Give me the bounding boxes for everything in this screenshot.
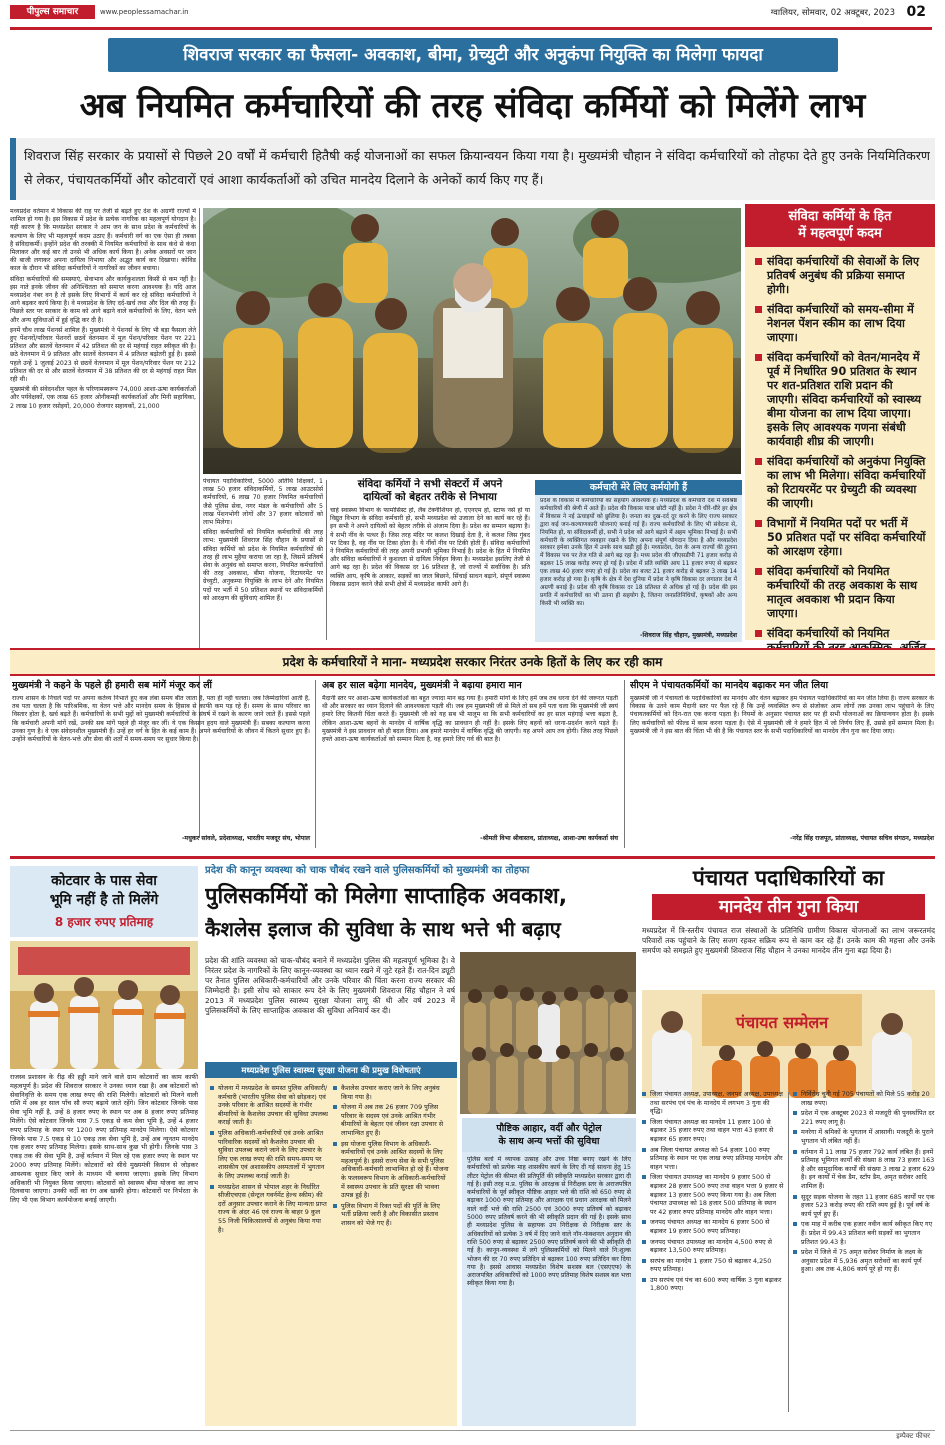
list-item: कैशलेस उपचार कराए जाने के लिए अनुबंध किया गया है। — [333, 1084, 451, 1101]
list-item: संविदा कर्मचारियों को समय-सीमा में नेशनल पेंशन स्कीम का लाभ दिया जाएगा। — [755, 303, 927, 345]
police-kicker: प्रदेश की कानून व्यवस्था को चाक चौबंद रखने वाले पुलिसकर्मियों को मुख्यमंत्री का तोहफा — [205, 865, 530, 876]
police-headline-1: पुलिसकर्मियों को मिलेगा साप्ताहिक अवकाश, — [205, 884, 568, 909]
list-item: संविदा कर्मचारियों को नियमित — [755, 627, 927, 669]
panchayat-col-1 — [642, 1090, 784, 1420]
list-item: इस योजना पुलिस विभाग के अधिकारी-कर्मचारियों एवं उनके आश्रित सदस्यों के लिए महत्वपूर्ण है। इससे राज्य सेवा के सभी पुलिस अधिकारी-कर्मचारी लाभान्वित हो रहे हैं। योजना के फलस्वरूप विभाग के अधिकारी-कर्मचारियों में स्वास्थ्य उपचार के प्रति सुरक्षा की भावना उत्पन्न हुई है। — [333, 1140, 451, 1200]
kotwar-photo — [10, 941, 198, 1069]
kicker-text: शिवराज सरकार का फैसला- अवकाश, बीमा, ग्रेच्युटी और अनुकंपा नियुक्ति का मिलेगा फायदा — [183, 45, 763, 65]
panchayat-col-rule — [788, 1092, 789, 1412]
list-item: संविदा कर्मचारियों को अनुकंपा नियुक्ति का लाभ भी मिलेगा। संविदा कर्मचारियों को रिटायरमेंट पर ग्रेच्युटी की व्यवस्था की जाएगी। — [755, 455, 927, 511]
panchayat-photo — [642, 990, 935, 1098]
list-item: संविदा कर्मचारियों की सेवाओं के लिए प्रतिवर्ष अनुबंध की प्रक्रिया समाप्त होगी। — [755, 255, 927, 297]
list-item: योजना में मध्यप्रदेश के समस्त पुलिस अधिकारी/कर्मचारी (भारतीय पुलिस सेवा को छोड़कर) एवं उनके परिवार के आश्रित सदस्यों के गंभीर बीमारियों के कैशलेस उपचार की सुविधा उपलब्ध कराई जाती है। — [210, 1084, 328, 1127]
key-steps-header — [745, 204, 935, 247]
quote-1-body: राज्य शासन के निचले पदों पर अपना कर्तव्य निभाते हुए कब लंबा समय बीत जाता है, पता ही नहीं चलता। जब जिम्मेदारियां आती हैं, तब पता चलता है कि पारिश्रमिक, या वेतन भत्ते और मानदेय समय के हिसाब से काफी कम पड़ रहे हैं। समय के साथ परिवार का विस्तार होता है, खर्च बढ़ते हैं। कर्मचारियों के सभी मुद्दों को मुख्यमंत्री कर्मचारियों के संघर्ष में रखने के कारण जाने जाते हैं। इससे पहले कि कर्मचारी अपनी मांगें रखें, उनकी सब मांगें पहले ही मंजूर कर लीं। ये एक किसान हृदय वाले मुख्यमंत्री हैं। सबका कल्याण करना उनका गुण है। वे एक संवेदनशील मुख्यमंत्री हैं। उन्हें हर वर्ग के हित के कई काम हैं। अपने कर्मचारियों के जीवन में कितने सुधार हुए हैं। उन्होंने कर्मचारियों के वेतन-भत्ते और सेवा की शर्तों में समय-समय पर सुधार किया है। — [12, 695, 310, 744]
quote-1-title: मुख्यमंत्री ने कहने के पहले ही हमारी सब मांगें मंजूर कर लीं — [12, 680, 212, 691]
panchayat-title-1: पंचायत पदाधिकारियों का — [692, 866, 885, 890]
key-steps-title-2: में महत्वपूर्ण कदम — [798, 226, 882, 241]
health-col-1 — [210, 1084, 328, 1420]
quote-3-title: सीएम ने पंचायतकर्मियों का मानदेय बढ़ाकर मन जीत लिया — [630, 680, 829, 691]
nutrition-title-1: पौष्टिक आहार, वर्दी और पेट्रोल — [496, 1123, 602, 1134]
masthead-rule — [10, 27, 932, 30]
quote-1-sign: -मधुकर सांवले, प्रदेशाध्यक्ष, भारतीय मजदूर संघ, भोपाल — [181, 835, 310, 842]
section-divider — [10, 856, 935, 859]
list-item: जनपद पंचायत उपाध्यक्ष का मानदेय 4,500 रुपए से बढ़ाकर 13,500 रुपए प्रतिमाह। — [642, 1238, 784, 1255]
list-item: वर्तमान में 11 लाख 75 हजार 792 कार्य लंबित हैं। इनमें प्रतिमाह भूमिगत कार्यों की संख्या 8 लाख 73 हजार 163 है और सामुदायिक कार्यों की संख्या 3 लाख 2 हजार 629 है। इन कार्यों में चेक डैम, स्टॉप डैम, अमृत सरोवर आदि शामिल हैं। — [793, 1148, 935, 1191]
masthead — [0, 0, 945, 36]
mid-strip-text: प्रदेश के कर्मचारियों ने माना- मध्यप्रदेश सरकार निरंतर उनके हितों के लिए कर रही काम — [282, 655, 663, 669]
list-item: जनपद पंचायत अध्यक्ष का मानदेय 6 हजार 500 से बढ़ाकर 19 हजार 500 रुपए प्रतिमाह। — [642, 1218, 784, 1235]
list-item: प्रदेश में एक अक्टूबर 2023 से मजदूरी की पुनर्स्थापित दर 221 रुपए लागू है। — [793, 1109, 935, 1126]
list-item: पुलिस अधिकारी-कर्मचारियों एवं उनके आश्रित पारिवारिक सदस्यों को कैशलेस उपचार की सुविधा उपलब्ध कराने जाने के लिए उपचार के लिए एक लाख रुपए की राशि समय-समय पर शासकीय एवं अशासकीय अस्पतालों में भुगतान के लिए उपलब्ध कराई जाती है। — [210, 1129, 328, 1181]
sectors-title-1: संविदा कर्मियों ने सभी सेक्टरों में अपने — [357, 478, 503, 490]
sectors-title-2: दायित्वों को बेहतर तरीके से निभाया — [363, 491, 497, 503]
list-item: विभागों में नियमित पदों पर भर्ती में 50 प्रतिशत पदों पर संविदा कर्मचारियों को आरक्षण रहेगा। — [755, 517, 927, 559]
left-para-2: संविदा कर्मचारियों की समस्याएं, सेवाभाव और कार्यकुशलता किसी से कम नहीं है। इस नाते इनके जीवन की अनिश्चितता को समाप्त करना आवश्यक है। यदि आज मध्यप्रदेश नंबर वन है तो इसके लिए विभागों में कार्य कर रहे संविदा कर्मचारियों ने आगे बढ़कर कार्य किया है। वे मध्यप्रदेश के लिए दर्द-खर्च तथा और दिल की तरह हैं। पिछले स्तर पर सरकार के काम को आगे बढ़ाने वाले कर्मचारियों के लिए, वेतन भत्ते और अन्य सुविधाओं में हुई वृद्धि कर दी है। — [10, 275, 196, 324]
health-title: मध्यप्रदेश पुलिस स्वास्थ्य सुरक्षा योजना की प्रमुख विशेषताएं — [205, 1062, 457, 1078]
panchayat-section — [642, 864, 935, 1426]
main-photo — [203, 208, 741, 474]
left-para-3: इनमें चौथ लाख पेंशनर्स शामिल हैं। मुख्यमंत्री ने पेंशनर्स के लिए भी बड़ा फैसला लेते हुए पेंशनरों/परिवार पेंशनरों छठवें वेतनमान में मूल पेंशन/परिवार पेंशन पर 221 प्रतिशत और सातवें वेतनमान में 42 प्रतिशत की दर से महंगाई राहत स्वीकृत की है। छठे वेतनमान में 9 प्रतिशत और सातवें वेतनमान में 4 प्रतिशत बढ़ोतरी हुई है। इससे पहले उन्हें 1 जुलाई 2023 से छठवें वेतनमान में मूल पेंशन/परिवार पेंशन पर 212 प्रतिशत की दर से और सातवें वेतनमान में 38 प्रतिशत की दर से महंगाई राहत मिल रही थी। — [10, 326, 196, 384]
kotwar-subtitle: 8 हजार रुपए प्रतिमाह — [54, 915, 154, 929]
key-steps-box — [745, 204, 935, 640]
quote-2-body: मैदानी स्तर पर आशा-ऊषा कार्यकर्ताओं का बहुत ज्यादा मान बढ़ गया है। हमारी मांगों के लिए हमें जब तब धरना देने की जरूरत पड़ती थी और सरकार का ध्यान दिलाने की आवश्यकता पड़ती थी। जब हम मुख्यमंत्री जी से मिले तो सब हमें पता चला कि मुख्यमंत्री जी स्वयं हमारे लिए कितनी चिंता करते हैं। मुख्यमंत्री जी को यह सब भी मालूम था कि सभी कर्मचारियों का हर साल महंगाई भत्ता बढ़ता है, लेकिन आशा-ऊषा बहनों के मानदेय में वार्षिक वृद्धि का प्रावधान ही नहीं है। इसके लिए बहनों को धरना-प्रदर्शन करने पड़ते हैं। मुख्यमंत्री ने इस प्रावधान को ही बदल दिया। अब हमारे मानदेय में वार्षिक वृद्धि की जाएगी। यह अपने आप तय होगी। जिस तरह पिछले हफ्ते आशा-ऊषा कार्यकर्ताओं को सम्मान मिला है, वह हमारे लिए गर्व की बात है। — [322, 695, 618, 744]
nutrition-body: पुलिस बलों में व्यापक उत्साह और उच्च निष्ठा बनाए रखने के लिए कर्मचारियों को प्रत्येक माह शासकीय कार्य के लिए दी गई साधना हेतु 15 लीटर पेट्रोल की कीमत की प्रतिपूर्ति की स्वीकृति मध्यप्रदेश सरकार द्वारा दी गई है। इसी तरह म.प्र. पुलिस के आरक्षक से निरीक्षक स्तर के अराजपत्रित कर्मचारियों के पूर्व स्वीकृत पौष्टिक आहार भत्ते की राशि को 650 रुपए से बढ़ाकर 1000 रुपए प्रतिमाह और आरक्षक एवं प्रधान आरक्षक को मिलने वाले वर्दी भत्ते की राशि 2500 एवं 3000 रुपए प्रतिवर्ष को बढ़ाकर 5000 रुपए प्रतिवर्ष करने की भी स्वीकृति प्रदान की गई है। इसके साथ ही मध्यप्रदेश पुलिस के सहायक उप निरीक्षक से निरीक्षक स्तर के अधिकारियों को प्रत्येक 3 वर्ष में दिए जाने वाले नॉन-फंक्शनल अनुदान की राशि 500 रुपए से बढ़ाकर 2500 रुपए प्रतिवर्ष करने की भी स्वीकृति दी गई है। कानून-व्यवस्था में लगे पुलिसकर्मियों को मिलने वाले नि:शुल्क भोजन की दर 70 रुपए प्रतिदिन से बढ़ाकर 100 रुपए प्रतिदिन कर दिया गया है। इससे आवास मध्यप्रदेश विशेष सशस्त्र बल (एसएएफ) के अराजपत्रित अधिकारियों को 1000 रुपए प्रतिमाह विशेष सशस्त्र बल भत्ता स्वीकृत किया गया है। — [467, 1156, 631, 1288]
panchayat-intro: मध्यप्रदेश में त्रि-स्तरीय पंचायत राज संस्थाओं के प्रतिनिधि ग्रामीण विकास योजनाओं का लाभ जरूरतमंद परिवारों तक पहुंचाने के लिए सजग रहकर सक्रिय रूप से काम कर रहे हैं। उनके काम की महत्ता और उनके समर्पण को समझते हुए मुख्यमंत्री शिवराज सिंह चौहान ने उनका मानदेय तीन गुना बढ़ा दिया है। — [642, 926, 935, 955]
list-item: संविदा कर्मचारियों को वेतन/मानदेय में पूर्व में निर्धारित 90 प्रतिशत के स्थान पर शत-प्रतिशत राशि प्रदान की जाएगी। संविदा कर्मचारियों को स्वास्थ्य बीमा योजना का लाभ दिया जाएगा। इसके लिए आवश्यक गणना संबंधी कार्यवाही शीघ्र की जाएगी। — [755, 351, 927, 449]
footer-advert: इम्पैक्ट फीचर — [896, 1432, 930, 1440]
mid-strip — [10, 648, 935, 676]
sectors-body: चाहे स्वास्थ्य विभाग के फार्मासिस्ट हो, लैब टेक्नीशियन हो, एएनएम हो, स्टाफ नर्स हो या विद्युत विभाग के संविदा कर्मचारी हो, सभी मध्यप्रदेश को उजाला देने का कार्य कर रहे हैं। इन सभी ने अपने दायित्वों को बेहतर तरीके से अंजाम दिया है। प्रदेश का सम्मान बढ़ाया है। ये सभी नींव के पत्थर हैं। जिस तरह मंदिर पर कलश दिखाई देता है, वे कलश जिस गुंबद पर टिका है, वह नींव पर टिका होता है। ये नींवों नीव पर टिकी होती हैं। संविदा कर्मचारियों ने नियमित कर्मचारियों की तरह अपनी प्रभावी भूमिका निभाई है। प्रदेश के हित में नियमित और संविदा कर्मचारियों ने कुशलता से दायित्व निर्वहन किया है। मध्यप्रदेश इसलिए तेजी से आगे बढ़ रहा है। प्रदेश की विकास दर 16 प्रतिशत है, जो राज्यों में सर्वाधिक है। प्रति व्यक्ति आय, कृषि के आकार, सड़कों का जाल बिछाने, सिंचाई साधन बढ़ाने, संपूर्ण स्वास्थ्य विकास प्रदान करने जैसे सभी क्षेत्रों में मध्यप्रदेश काफी आगे है। — [330, 507, 530, 588]
intro-text: शिवराज सिंह सरकार के प्रयासों से पिछले 20 वर्षों में कर्मचारी हितैषी कई योजनाओं का सफल क्रियान्वयन किया गया है। मुख्यमंत्री चौहान ने संविदा कर्मचारियों को तोहफा देते हुए उनके नियमितिकरण से लेकर, पंचायतकर्मियों और कोटवारों एवं आशा कार्यकर्ताओं को उचित मानदेय दिलाने के अनेकों कार्य किए गए हैं। — [24, 148, 930, 187]
police-headline-2: कैशलेस इलाज की सुविधा के साथ भत्ते भी बढ़ाए — [205, 917, 561, 941]
kotwar-header — [10, 866, 198, 937]
nutrition-box — [462, 1118, 636, 1426]
key-steps-list — [755, 255, 927, 669]
health-box — [205, 1062, 457, 1426]
cm-quote-body: प्रदेश के विकास में कर्मचारियों का सहयोग आवश्यक है। मध्यप्रदेश के कर्मचारी देश में सर्वश्रेष्ठ कर्मचारियों की श्रेणी में आते हैं। प्रदेश की विकास यात्रा छोटी नहीं है। प्रदेश ने धीरे-धीरे हर क्षेत्र में विकास ने नई ऊंचाइयों को छुलिया है। जनता का दुख-दर्द दूर करने के लिए राज्य सरकार द्वारा कई जन-कल्याणकारी योजनाएं बनाई गई हैं। राज्य कर्मचारियों के लिए भी संवेदना से, नियमित हो, या संविदाकर्मी हो, सभी ने प्रदेश को आगे बढ़ाने में अहम भूमिका निभाई है। सभी कर्मचारी के व्यक्तिगत व्यवहार रखने के लिए अपना संपूर्ण योगदान दिया है और मध्यप्रदेश सरकार हमेशा उनके हित में उनके साथ खड़ी हुई है। मध्यप्रदेश, देश के अन्य राज्यों की तुलना में विकास पथ पर तेज गति से आगे बढ़ रहा है। मध्य प्रदेश की जीएसडीपी 71 हजार करोड़ से बढ़कर 15 लाख करोड़ रुपए हो गई है। प्रदेश में प्रति व्यक्ति आय 11 हजार रुपए से बढ़कर एक लाख 40 हजार रुपए हो गई है। प्रदेश का बजट 21 हजार करोड़ से बढ़कर 3 लाख 14 हजार करोड़ हो गया है। कृषि के क्षेत्र में देश दुनिया में प्रदेश ने कृषि विकास दर लगातार देश में अग्रणी बनाई है। प्रदेश की कृषि विकास दर 18 प्रतिशत से अधिक हो गई है। प्रदेश की इस प्रगति में कर्मचारियों का भी उतना ही सहयोग है, जितना जनप्रतिनिधियों, कृषकों और अन्य किसी भी व्यक्ति का। — [540, 498, 737, 607]
kotwar-body: राजस्व प्रशासन के रीढ़ की हड्डी माने जाने वाले ग्राम कोटवारों का काम काफी महत्वपूर्ण है। प्रदेश की शिवराज सरकार ने उनका ध्यान रखा है। अब कोटवारों को सेवानिवृत्ति के समय एक लाख रुपए की राशि मिलेगी। कोटवारों को मिलने वाली राशि में अब हर साल पाँच सौ रुपए बढ़ाये जाते रहेंगे। जिन कोटवार जिनके पास सेवा भूमि नहीं है, उन्हें 8 हजार रुपए के स्थान पर अब 8 हजार रुपए प्रतिमाह मिलेंगे। ऐसे कोटवार जिनके पास 7.5 एकड़ से कम सेवा भूमि है, उन्हें 4 हजार रुपए प्रतिमाह के स्थान पर 1200 रुपए प्रतिमाह मानदेय मिलेगा। ऐसे कोटवार जिनके पास 7.5 एकड़ से 10 एकड़ तक सेवा भूमि है, उन्हें अब न्यूनतम मानदेय एक हजार रुपए प्रतिमाह मिलेगा। इसके साथ-साथ कुछ भी होगी। जिनके पास 3 एकड़ तक की सेवा भूमि है, उन्हें वर्तमान में मिल रहे एक हजार रुपए के स्थान पर 2000 रुपए प्रतिमाह मिलेंगे। कोटवारों को सीधे मुख्यमंत्री किसान से जोड़कर आवश्यक सुधार किए जाने के माध्यम भी बनाया जाएगा। इसके लिए विभाग अधिकारी भी नियुक्त किया जाएगा। कोटवारों को स्वास्थ्य बीमा योजना का लाभ दिलवाया जाएगा। उनकी वर्दी का रंग अब खाकी होगा। कोटवारों पर निर्भरता के लिए भी एक विभाग कार्ययोजना बनाई जाएगी। — [10, 1073, 198, 1205]
caption-para-2: संविदा कर्मचारियों को नियमित कर्मचारियों की तरह लाभ: मुख्यमंत्री शिवराज सिंह चौहान के प्रयासों से संविदा कर्मियों को प्रदेश के नियमित कर्मचारियों की तरह ही लाभ मुहैया कराया जा रहा है, जिसमें प्रतिवर्ष सेवा के अनुबंध को समाप्त करना, नियमित कर्मचारियों की तरह अवकाश, बीमा योजना, रिटायरमेंट पर ग्रेच्युटी, अनुकम्पा नियुक्ति के लाभ देने और नियमित पदों पर भर्ती में 50 प्रतिशत स्थानों पर संविदाकर्मियों को आरक्षण की सुविधाएं शामिल हैं। — [203, 529, 323, 602]
caption-para-1: पंचायत पदाधिकारियों, 5000 अतिथि शिक्षकों, 1 लाख 50 हजार संविदाकर्मियों, 5 लाख आउटसोर्स कर्मचारियों, 6 लाख 70 हजार नियमित कर्मचारियों जैसे पुलिस सेवा, नगर मंडल के कर्मचारियों और 5 लाख पेंशनभोगी लोगों और 37 हजार कोटवारों को लाभ मिलेगा। — [203, 478, 323, 527]
intro-box — [10, 138, 935, 200]
quote-rule-2 — [624, 680, 625, 848]
quote-3-sign: -नरेंद्र सिंह राजपूत, प्रांताध्यक्ष, पंचायत सचिव संगठन, मध्यप्रदेश — [789, 835, 934, 842]
quote-3-body: मुख्यमंत्री जी ने पंचायतों के पदाधिकारियों का मानदेय और वेतन बढ़ाकर हम पंचायत पदाधिकारियों का मन जीत लिया है। राज्य सरकार के विकास के उतने काम मैदानी स्तर पर फैल रहे हैं कि उन्हें व्यवस्थित रूप से संजोकर आम लोगों तक उनका लाभ पहुंचाने के लिए पंचायतकर्मियों को दिन-रात एक करना पड़ता है। नियमों के अनुसार पंचायत स्तर पर ही सभी योजनाओं का क्रियान्वयन होता है। इसके लिए कर्मचारियों को फील्ड में काम करना पड़ता है। ऐसे में मुख्यमंत्री जी ने हमारे हित में जो निर्णय लिए हैं, उससे हमें सम्मान मिला है। मुख्यमंत्री जी ने इस बात की चिंता भी की है कि पंचायत स्तर के सभी पदाधिकारियों का मानदेय तीन गुना कर दिया जाए। — [630, 695, 934, 735]
kotwar-title-2: भूमि नहीं है तो मिलेंगे — [49, 892, 159, 908]
panchayat-title-2: मानदेय तीन गुना किया — [652, 894, 925, 920]
nutrition-title-2: के साथ अन्य भत्तों की सुविधा — [498, 1136, 600, 1147]
panchayat-col-2 — [793, 1090, 935, 1420]
banner-label: पंचायत सम्मेलन — [735, 1013, 829, 1032]
sectors-story — [330, 478, 530, 642]
column-rule-2 — [326, 480, 327, 640]
nutrition-header — [462, 1118, 636, 1152]
police-photo — [460, 952, 636, 1114]
left-para-1: मध्यप्रदेश वर्तमान में विकास की राह पर तेजी से बढ़ते हुए देश के अग्रणी राज्यों में शामिल हो गया है। इस विकास में प्रदेश के प्रत्येक नागरिक का महत्वपूर्ण योगदान है। यही कारण है कि मध्यप्रदेश सरकार ने आम जन के साथ प्रदेश के कर्मचारियों के कल्याण के लिए भी महत्वपूर्ण कदम उठाए हैं। कर्मचारी वर्ग का एक ऐसा ही तबका है संविदाकर्मी। इन्होंने प्रदेश की तरक्की में नियमित कर्मचारियों के साथ कंधे से कंधा मिलाकर और कई बार तो उनसे भी अधिक कार्य किया है। अनेक अवसरों पर जान की बाजी लगाकर अपना दायित्व निभाया और अद्भुत कार्य कर दिखाया। कोविड काल के दौरान भी संविदा कर्मचारियों ने नागरिकों का जीवन बचाया। — [10, 208, 196, 273]
kotwar-title-1: कोटवार के पास सेवा — [51, 873, 157, 889]
quote-2-title: अब हर साल बढ़ेगा मानदेय, मुख्यमंत्री ने बढ़ाया हमारा मान — [322, 680, 522, 691]
quote-2-sign: -श्रीमती विभा श्रीवास्तव, प्रांताध्यक्ष, आशा-उषा कार्यकर्ता संघ — [480, 835, 618, 842]
police-lead: प्रदेश की शांति व्यवस्था को चाक-चौबंद बनाने में मध्यप्रदेश पुलिस की महत्वपूर्ण भूमिका है। वे निरंतर प्रदेश के नागरिकों के लिए कानून-व्यवस्था का ध्यान रखने में जुटे रहते हैं। रात-दिन ड्यूटी पर तैनात पुलिस अधिकारी-कर्मचारियों और उनके परिवार की चिंता करना राज्य सरकार की जिम्मेदारी है। इसी सोच को साकार रूप देने के लिए मुख्यमंत्री शिवराज सिंह चौहान ने वर्ष 2013 में मध्यप्रदेश पुलिस स्वास्थ्य सुरक्षा योजना लागू की थी और वर्ष 2023 में पुलिसकर्मियों के लिए साप्ताहिक अवकाश की सुविधा अनिवार्य कर दी। — [205, 956, 455, 1015]
cm-quote-box — [535, 480, 742, 642]
quote-rule-1 — [315, 680, 316, 848]
list-item: प्रदेश में जिले में 75 अमृत सरोवर निर्माण के लक्ष्य के अनुसार प्रदेश में 5,936 अमृत सरोवरों का कार्य पूर्ण हुआ। अब तक 4,806 कार्य पूरे हो गए हैं। — [793, 1248, 935, 1274]
date-line: ग्वालियर, सोमवार, 02 अक्टूबर, 2023 — [770, 8, 895, 18]
key-steps-title-1: संविदा कर्मियों के हित — [788, 209, 892, 224]
main-headline: अब नियमित कर्मचारियों की तरह संविदा कर्मियों को मिलेंगे लाभ — [79, 86, 866, 126]
list-item: संविदा कर्मचारियों को नियमित कर्मचारियों की तरह अवकाश के साथ मातृत्व अवकाश भी प्रदान किया जाएगा। — [755, 565, 927, 621]
list-item: निर्विरोध चुनी गई 705 पंचायतों को मिले 55 करोड़ 20 लाख रुपए। — [793, 1090, 935, 1107]
website[interactable]: www.peoplessamachar.in — [100, 8, 189, 16]
masthead-logo: पीपुल्स समाचार — [10, 5, 95, 19]
left-para-4: मुख्यमंत्री की संवेदनशील पहल के परिणामस्वरूप 74,000 आशा-ऊषा कार्यकर्ताओं और पर्यवेक्षकों, एक लाख 65 हजार ओनीकमइी कार्यकर्ताओं और मिनी सहायिका, 2 लाख 10 हजार रसोइयों, 20,000 रोजगार सहायकों, 21,000 — [10, 386, 196, 410]
quote-3 — [630, 678, 934, 850]
list-item: सरपंच का मानदेय 1 हजार 750 से बढ़ाकर 4,250 रुपए प्रतिमाह। — [642, 1257, 784, 1274]
list-item: मध्यप्रदेश शासन से भोपाल शहर के निर्धारित सीजीएचएस (सेन्ट्रल गवर्नमेंट हेल्थ स्कीम) की दरों अनुसार उपचार कराने के लिए मान्यता प्राप्त राज्य के अंदर 46 एवं राज्य के बाहर 9 कुल 55 निजी चिकित्सालयों से अनुबंध किया गया है। — [210, 1183, 328, 1235]
list-item: योजना में अब तक 26 हजार 709 पुलिस परिवार के सदस्य एवं उनके आश्रित गंभीर बीमारियों के बेहतर एवं जीवन रक्षा उपचार से लाभान्वित हुए हैं। — [333, 1103, 451, 1137]
kotwar-event-photo — [10, 941, 198, 1069]
list-item: जिला पंचायत अध्यक्ष का मानदेय 11 हजार 100 से बढ़ाकर 35 हजार रुपए तथा वाहन भत्ता 43 हजार से बढ़ाकर 65 हजार रुपए। — [642, 1118, 784, 1144]
list-item: पुलिस विभाग में रिक्त पदों की पूर्ति के लिए भर्ती प्रक्रिया जारी है और विकासीत प्रस्ताव शासन को भेजे गए हैं। — [333, 1202, 451, 1228]
police-event-photo — [460, 952, 636, 1114]
cm-quote-sign: -शिवराज सिंह चौहान, मुख्यमंत्री, मध्यप्रदेश — [639, 632, 737, 639]
list-item: अब जिला पंचायत अध्यक्ष को 54 हजार 100 रुपए प्रतिमाह के स्थान पर एक लाख रुपए प्रतिमाह मानदेय और वाहन भत्ता। — [642, 1146, 784, 1172]
page-number: 02 — [906, 4, 926, 20]
panchayat-sammelan-photo — [642, 990, 935, 1098]
list-item: एक माह में करीब एक हजार नवीन कार्य स्वीकृत किए गए हैं। प्रदेश में 99.43 प्रतिशत बनी सड़कों का भुगतान प्रतिशत 99.43 है। — [793, 1220, 935, 1246]
footer-rule — [10, 1430, 935, 1431]
list-item: जिला पंचायत उपाध्यक्ष का मानदेय 9 हजार 500 से बढ़ाकर 28 हजार 500 रुपए तथा वाहन भत्ता 9 हजार से बढ़ाकर 13 हजार 500 रुपए किया गया है। अब जिला पंचायत उपाध्यक्ष को 18 हजार 500 प्रतिमाह के स्थान पर 42 हजार रुपए प्रतिमाह मानदेय और वाहन भत्ता। — [642, 1173, 784, 1216]
quote-2 — [322, 678, 618, 850]
intro-accent — [10, 138, 16, 200]
quote-1 — [12, 678, 310, 850]
kotwar-box — [10, 866, 198, 1426]
cm-with-workers-photo — [203, 208, 741, 474]
list-item: जिला पंचायत अध्यक्ष, उपाध्यक्ष, जनपद अध्यक्ष, उपाध्यक्ष तथा सरपंच एवं पंच के मानदेय में लगभग 3 गुना की वृद्धि। — [642, 1090, 784, 1116]
list-item: उप सरपंच एवं पंच का 600 रुपए वार्षिक 3 गुना बढ़ाकर 1,800 रुपए। — [642, 1276, 784, 1293]
list-item: मनरेगा में श्रमिकों के भुगतान में आसानी। मजदूरी के पुराने भुगतान भी लंबित नहीं हैं। — [793, 1128, 935, 1145]
cm-quote-title: कर्मचारी मेरे लिए कर्मयोगी हैं — [535, 480, 742, 495]
kicker-band — [108, 38, 838, 72]
list-item: सुदूर सड़क योजना के तहत 11 हजार 685 कार्यों पर एक हजार 523 करोड़ रुपए की राशि व्यय हुई है। पूर्व वर्ष के कार्य पूर्ण हुए हैं। — [793, 1193, 935, 1219]
health-col-2 — [333, 1084, 451, 1420]
